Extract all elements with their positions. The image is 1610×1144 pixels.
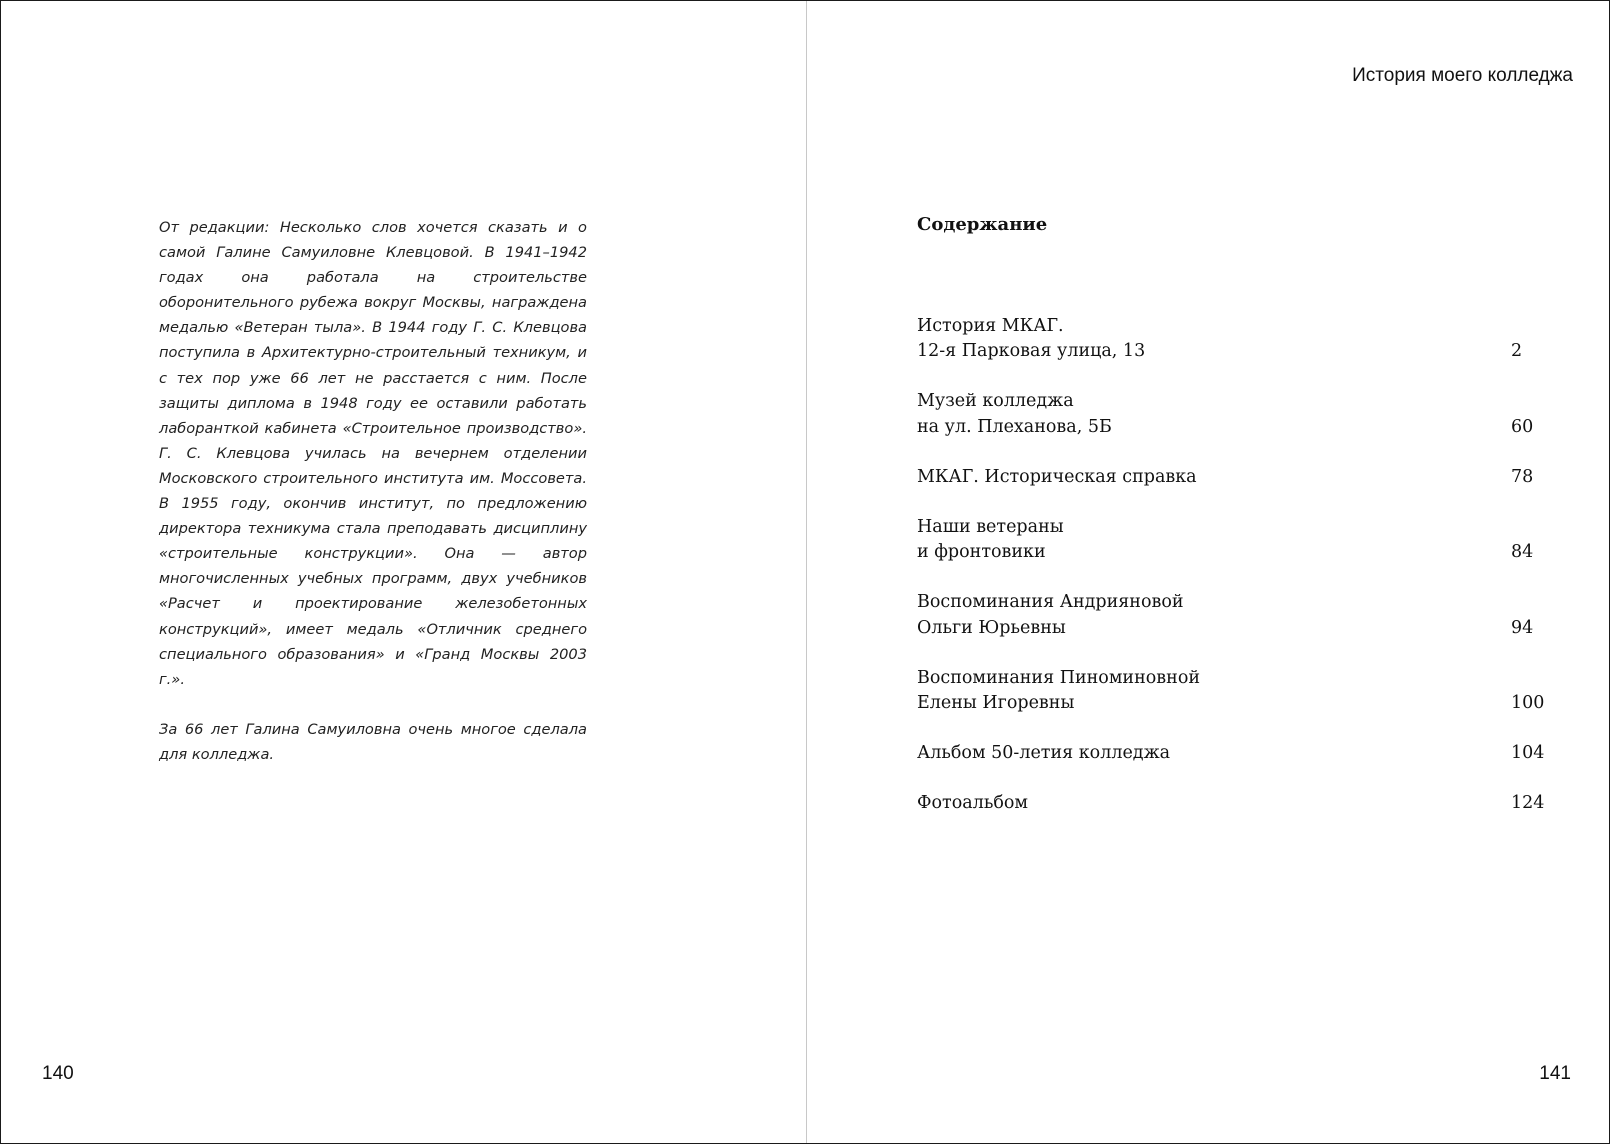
toc-entry-page: 100	[1511, 693, 1545, 714]
toc-entry[interactable]	[917, 515, 1569, 565]
toc-entry-page: 104	[1511, 743, 1545, 764]
editor-note-paragraph: От редакции: Несколько слов хочется сказать и о самой Галине Самуиловне Клевцовой. В 1941–1942 годах она работала на строительстве оборонительного рубежа вокруг Москвы, награждена медалью «Ветеран тыла». В 1944 году Г. С. Клевцова поступила в Архитектурно-строительный техникум, и с тех пор уже 66 лет не расстается с ним. После защиты диплома в 1948 году ее оставили работать лаборанткой кабинета «Строительное производство». Г. С. Клевцова училась на вечернем отделении Московского строительного института им. Моссовета. В 1955 году, окончив институт, по предложению директора техникума стала преподавать дисциплину «строительные конструкции». Она — автор многочисленных учебных программ, двух учебников «Расчет и проектирование железобетонных конструкций», имеет медаль «Отличник среднего специального образования» и «Гранд Москвы 2003 г.».	[159, 219, 587, 688]
toc-entry-title	[917, 791, 1569, 816]
editor-note	[159, 215, 587, 767]
toc-entry-line: Музей колледжа	[917, 391, 1074, 412]
toc-entry-page: 2	[1511, 341, 1523, 362]
toc-entry-line: на ул. Плеханова, 5Б	[917, 416, 1112, 437]
toc-entry-line: Фотоальбом	[917, 793, 1029, 814]
toc-entry[interactable]	[917, 314, 1569, 364]
toc-heading: Содержание	[917, 214, 1048, 235]
toc-entry-title	[917, 590, 1569, 640]
toc-entry-line: и фронтовики	[917, 542, 1046, 563]
toc-entry-line: МКАГ. Историческая справка	[917, 466, 1197, 487]
page-number-right: 141	[1539, 1063, 1571, 1084]
toc-entry-title	[917, 741, 1569, 766]
toc-entry[interactable]	[917, 465, 1569, 490]
toc-entry-page: 124	[1511, 793, 1545, 814]
toc-entry-page: 84	[1511, 542, 1534, 563]
page-number-left: 140	[42, 1063, 74, 1084]
toc-entry[interactable]	[917, 791, 1569, 816]
running-head: История моего колледжа	[1352, 65, 1573, 86]
editor-note-paragraph: За 66 лет Галина Самуиловна очень многое сделала для колледжа.	[159, 720, 587, 763]
toc-entry-page: 94	[1511, 617, 1534, 638]
toc-entry-line: 12-я Парковая улица, 13	[917, 341, 1146, 362]
toc-entry[interactable]	[917, 389, 1569, 439]
toc-entry-title	[917, 389, 1569, 439]
right-page	[807, 1, 1610, 1144]
toc-entry-title	[917, 314, 1569, 364]
toc-entry-line: История МКАГ.	[917, 316, 1064, 336]
toc-entry-title	[917, 515, 1569, 565]
toc-list	[917, 314, 1569, 842]
toc-entry-line: Воспоминания Пиноминовной	[917, 667, 1201, 688]
toc-entry-page: 60	[1511, 416, 1534, 437]
toc-entry[interactable]	[917, 666, 1569, 716]
toc-entry-line: Ольги Юрьевны	[917, 617, 1066, 638]
toc-entry[interactable]	[917, 741, 1569, 766]
toc-entry-line: Воспоминания Андрияновой	[917, 592, 1184, 613]
toc-entry-title	[917, 465, 1569, 490]
toc-entry-line: Елены Игоревны	[917, 693, 1075, 714]
toc-entry-line: Альбом 50-летия колледжа	[917, 743, 1171, 764]
toc-entry-line: Наши ветераны	[917, 517, 1064, 538]
toc-entry-page: 78	[1511, 466, 1534, 487]
toc-entry-title	[917, 666, 1569, 716]
toc-entry[interactable]	[917, 590, 1569, 640]
left-page	[1, 1, 806, 1144]
